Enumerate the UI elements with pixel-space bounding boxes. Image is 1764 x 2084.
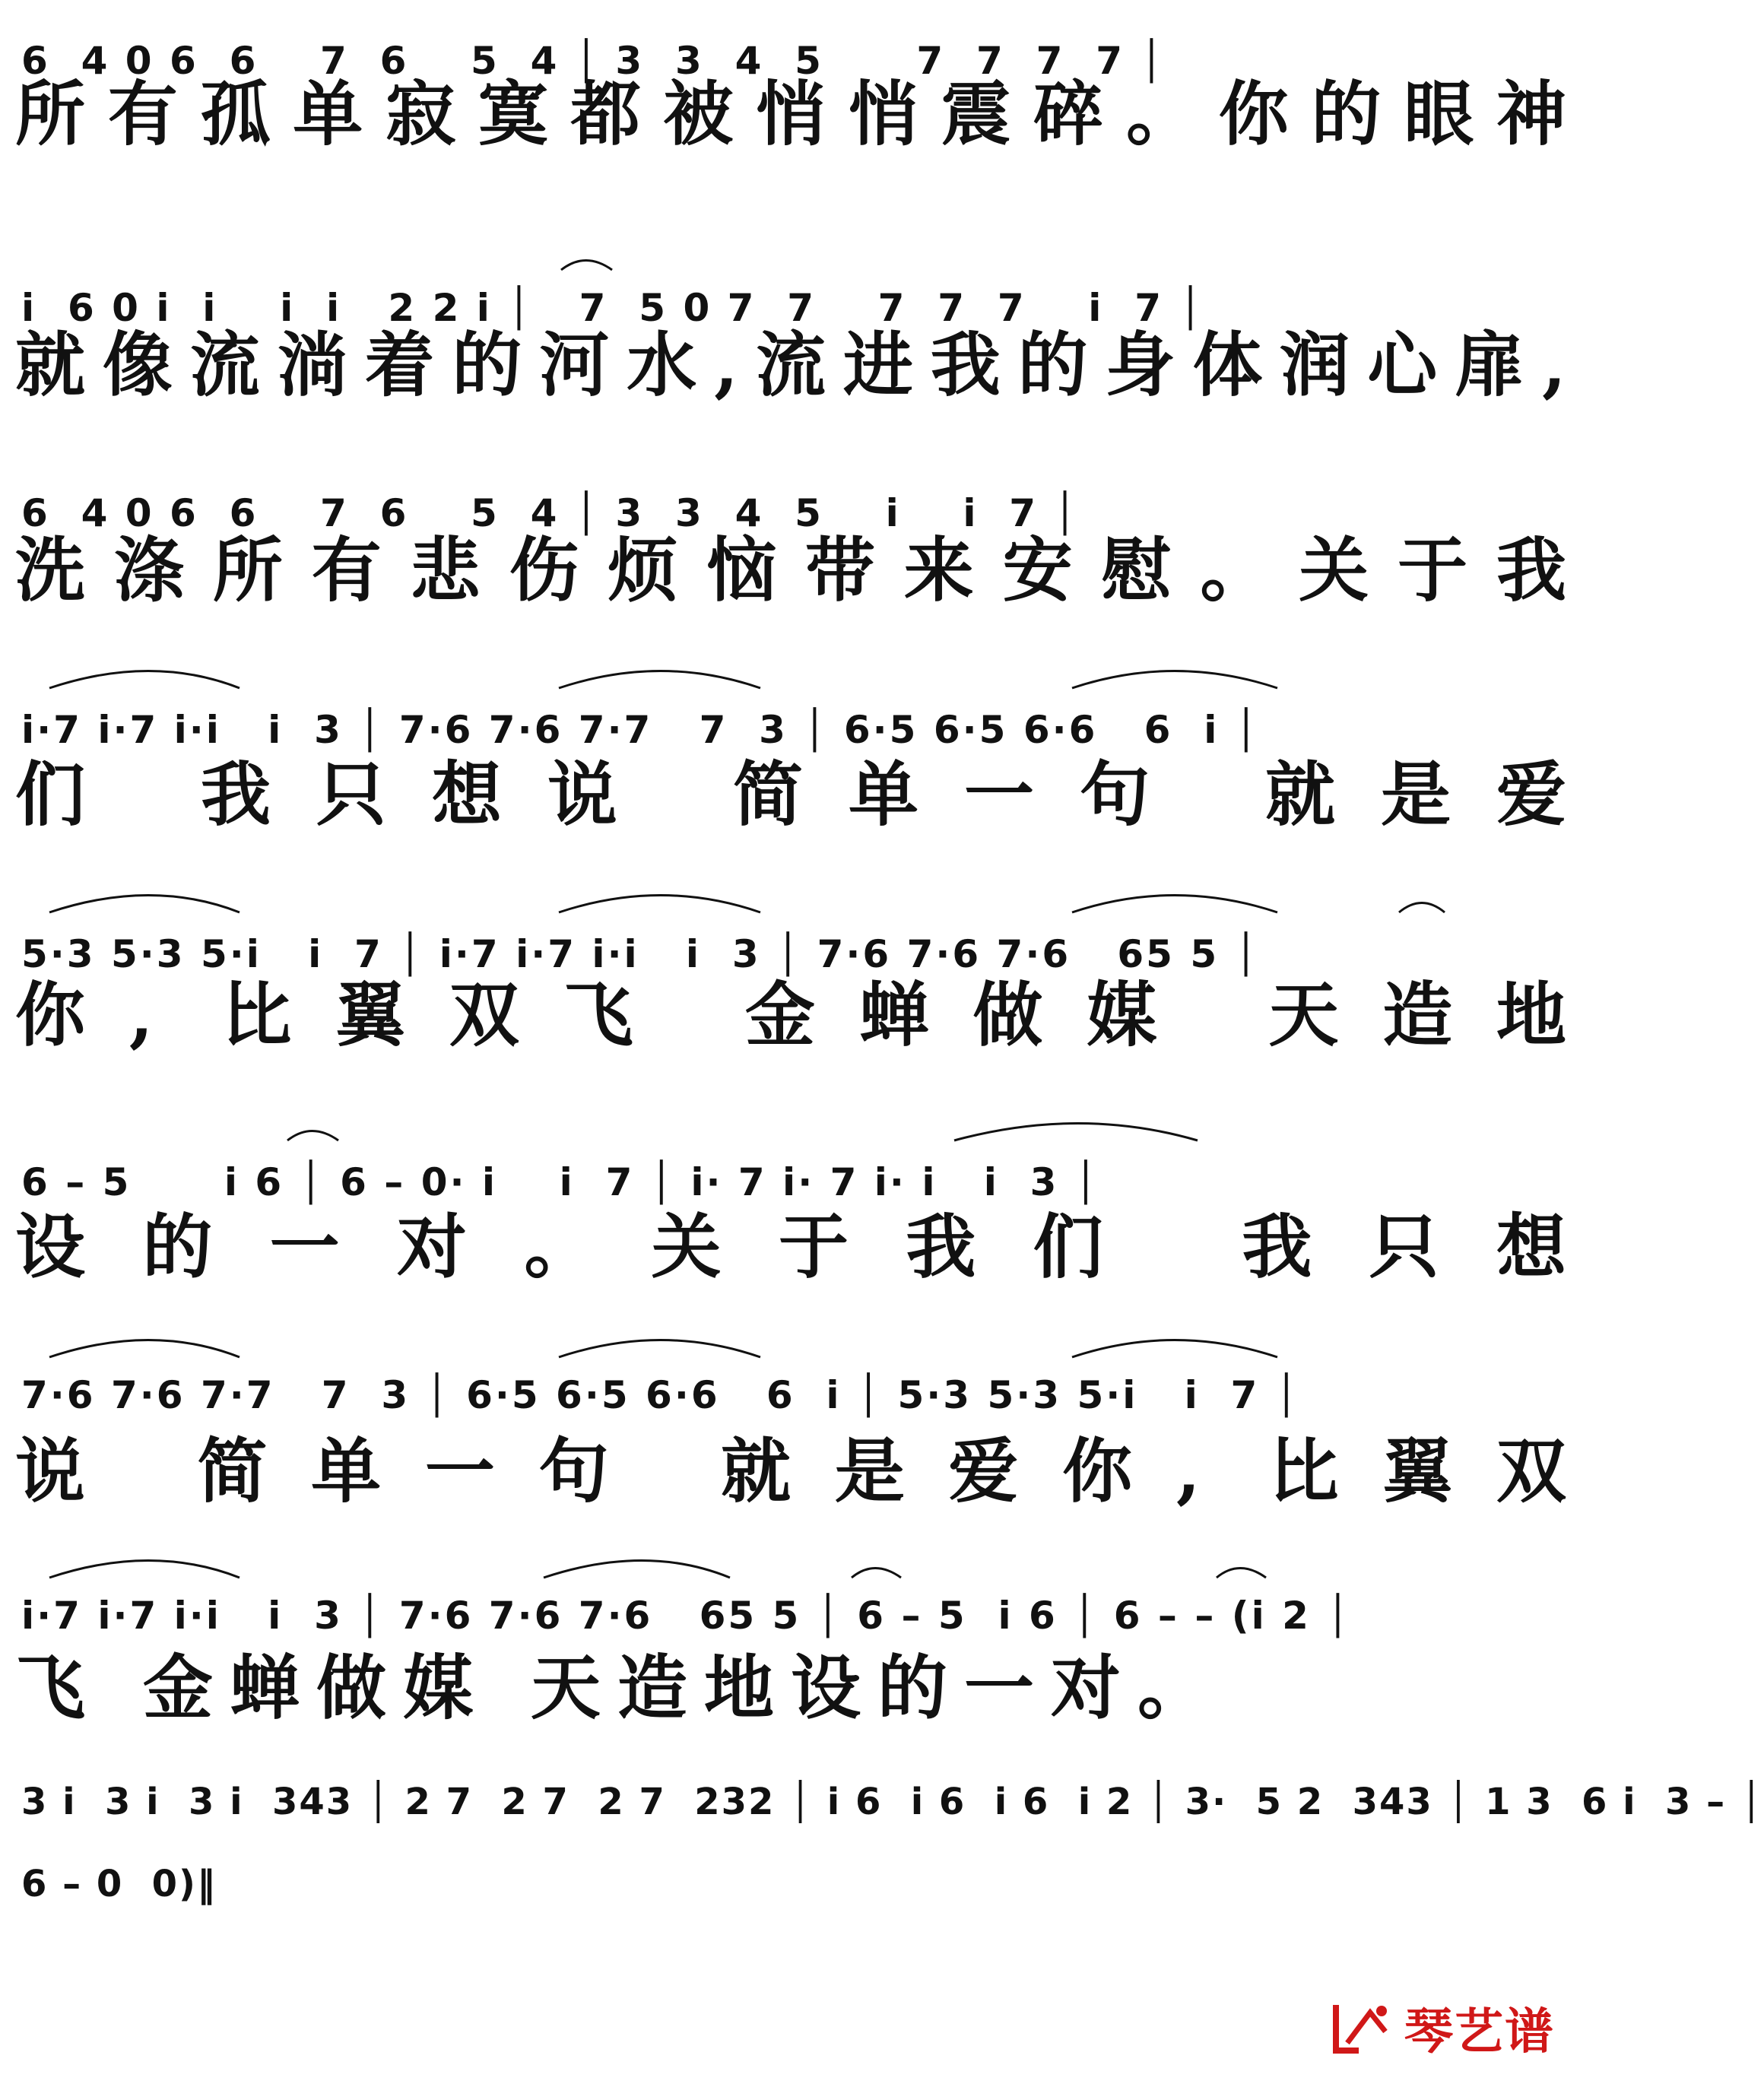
slur-arc: [49, 896, 240, 913]
notation-line-7: 7·6 7·6 7·7 7 3 │ 6·5 6·5 6·6 6 i │ 5·3 5·3 5·i i 7 │: [21, 1373, 1300, 1417]
slur-arc: [1072, 896, 1277, 913]
notation-line-5: 5·3 5·3 5·i i 7 │ i·7 i·7 i·i i 3 │ 7·6 7·6 7·6 65 5 │: [21, 932, 1260, 976]
notation-line-2: i 6 0 i i i i 2 2 i │ 7 5 0 7 7 7 7 7 i 7 │: [21, 286, 1204, 330]
slur-arc: [544, 1561, 730, 1578]
lyric-line-6: 设的一对。关于我们 我只想: [15, 1206, 1566, 1288]
slur-arc: [1072, 1340, 1277, 1358]
lyric-line-8: 飞 金蝉做媒 天造地设的一对。: [15, 1647, 1225, 1729]
notation-line-3: 6 4 0 6 6 7 6 5 4 │ 3 3 4 5 i i 7 │: [21, 491, 1079, 535]
site-logo: [1328, 1994, 1555, 2062]
slur-arc: [49, 1340, 240, 1358]
slur-arc: [1072, 671, 1277, 689]
slur-arc: [954, 1124, 1198, 1141]
slur-arc: [559, 896, 760, 913]
lyric-line-3: 洗涤所有悲伤烦恼带来安慰。关于我: [15, 529, 1566, 611]
tie-arc: [287, 1131, 338, 1141]
tie-arc: [561, 261, 612, 271]
lyric-line-5: 你, 比翼双飞 金蝉做媒 天造地: [15, 974, 1566, 1056]
slur-arc: [559, 671, 760, 689]
tie-arc: [1217, 1569, 1266, 1578]
slur-arc: [49, 671, 240, 689]
logo-text: 琴艺谱: [1404, 2004, 1555, 2060]
notation-line-8: i·7 i·7 i·i i 3 │ 7·6 7·6 7·6 65 5 │ 6 – 5 i 6 │ 6 – – (i 2 │: [21, 1594, 1352, 1638]
music-note-logo-icon: [1328, 1997, 1397, 2058]
notation-line-10: 6 – 0 0)‖: [21, 1863, 217, 1905]
tie-arc: [1399, 903, 1445, 913]
slur-arc: [559, 1340, 760, 1358]
tie-arc: [852, 1569, 901, 1578]
lyric-line-2: 就像流淌着的河水,流进我的身体润心扉,: [15, 324, 1566, 406]
lyric-line-4: 们 我只想说 简单一句 就是爱: [15, 753, 1566, 836]
notation-line-1: 6 4 0 6 6 7 6 5 4 │ 3 3 4 5 7 7 7 7 │: [21, 39, 1166, 83]
lyric-line-1: 所有孤单寂寞都被悄悄震碎。你的眼神: [15, 73, 1566, 155]
notation-line-4: i·7 i·7 i·i i 3 │ 7·6 7·6 7·7 7 3 │ 6·5 6·5 6·6 6 i │: [21, 708, 1260, 752]
lyric-line-7: 说 简单一句 就是爱你, 比翼双: [15, 1430, 1566, 1512]
slur-arc: [49, 1561, 240, 1578]
notation-line-9: 3 i 3 i 3 i 343 │ 2 7 2 7 2 7 232 │ i 6 i 6 i 6 i 2 │ 3· 5 2 343 │ 1 3 6 i 3 – │: [21, 1781, 1764, 1823]
notation-line-6: 6 – 5 i 6 │ 6 – 0· i i 7 │ i· 7 i· 7 i· i i 3 │: [21, 1160, 1099, 1204]
